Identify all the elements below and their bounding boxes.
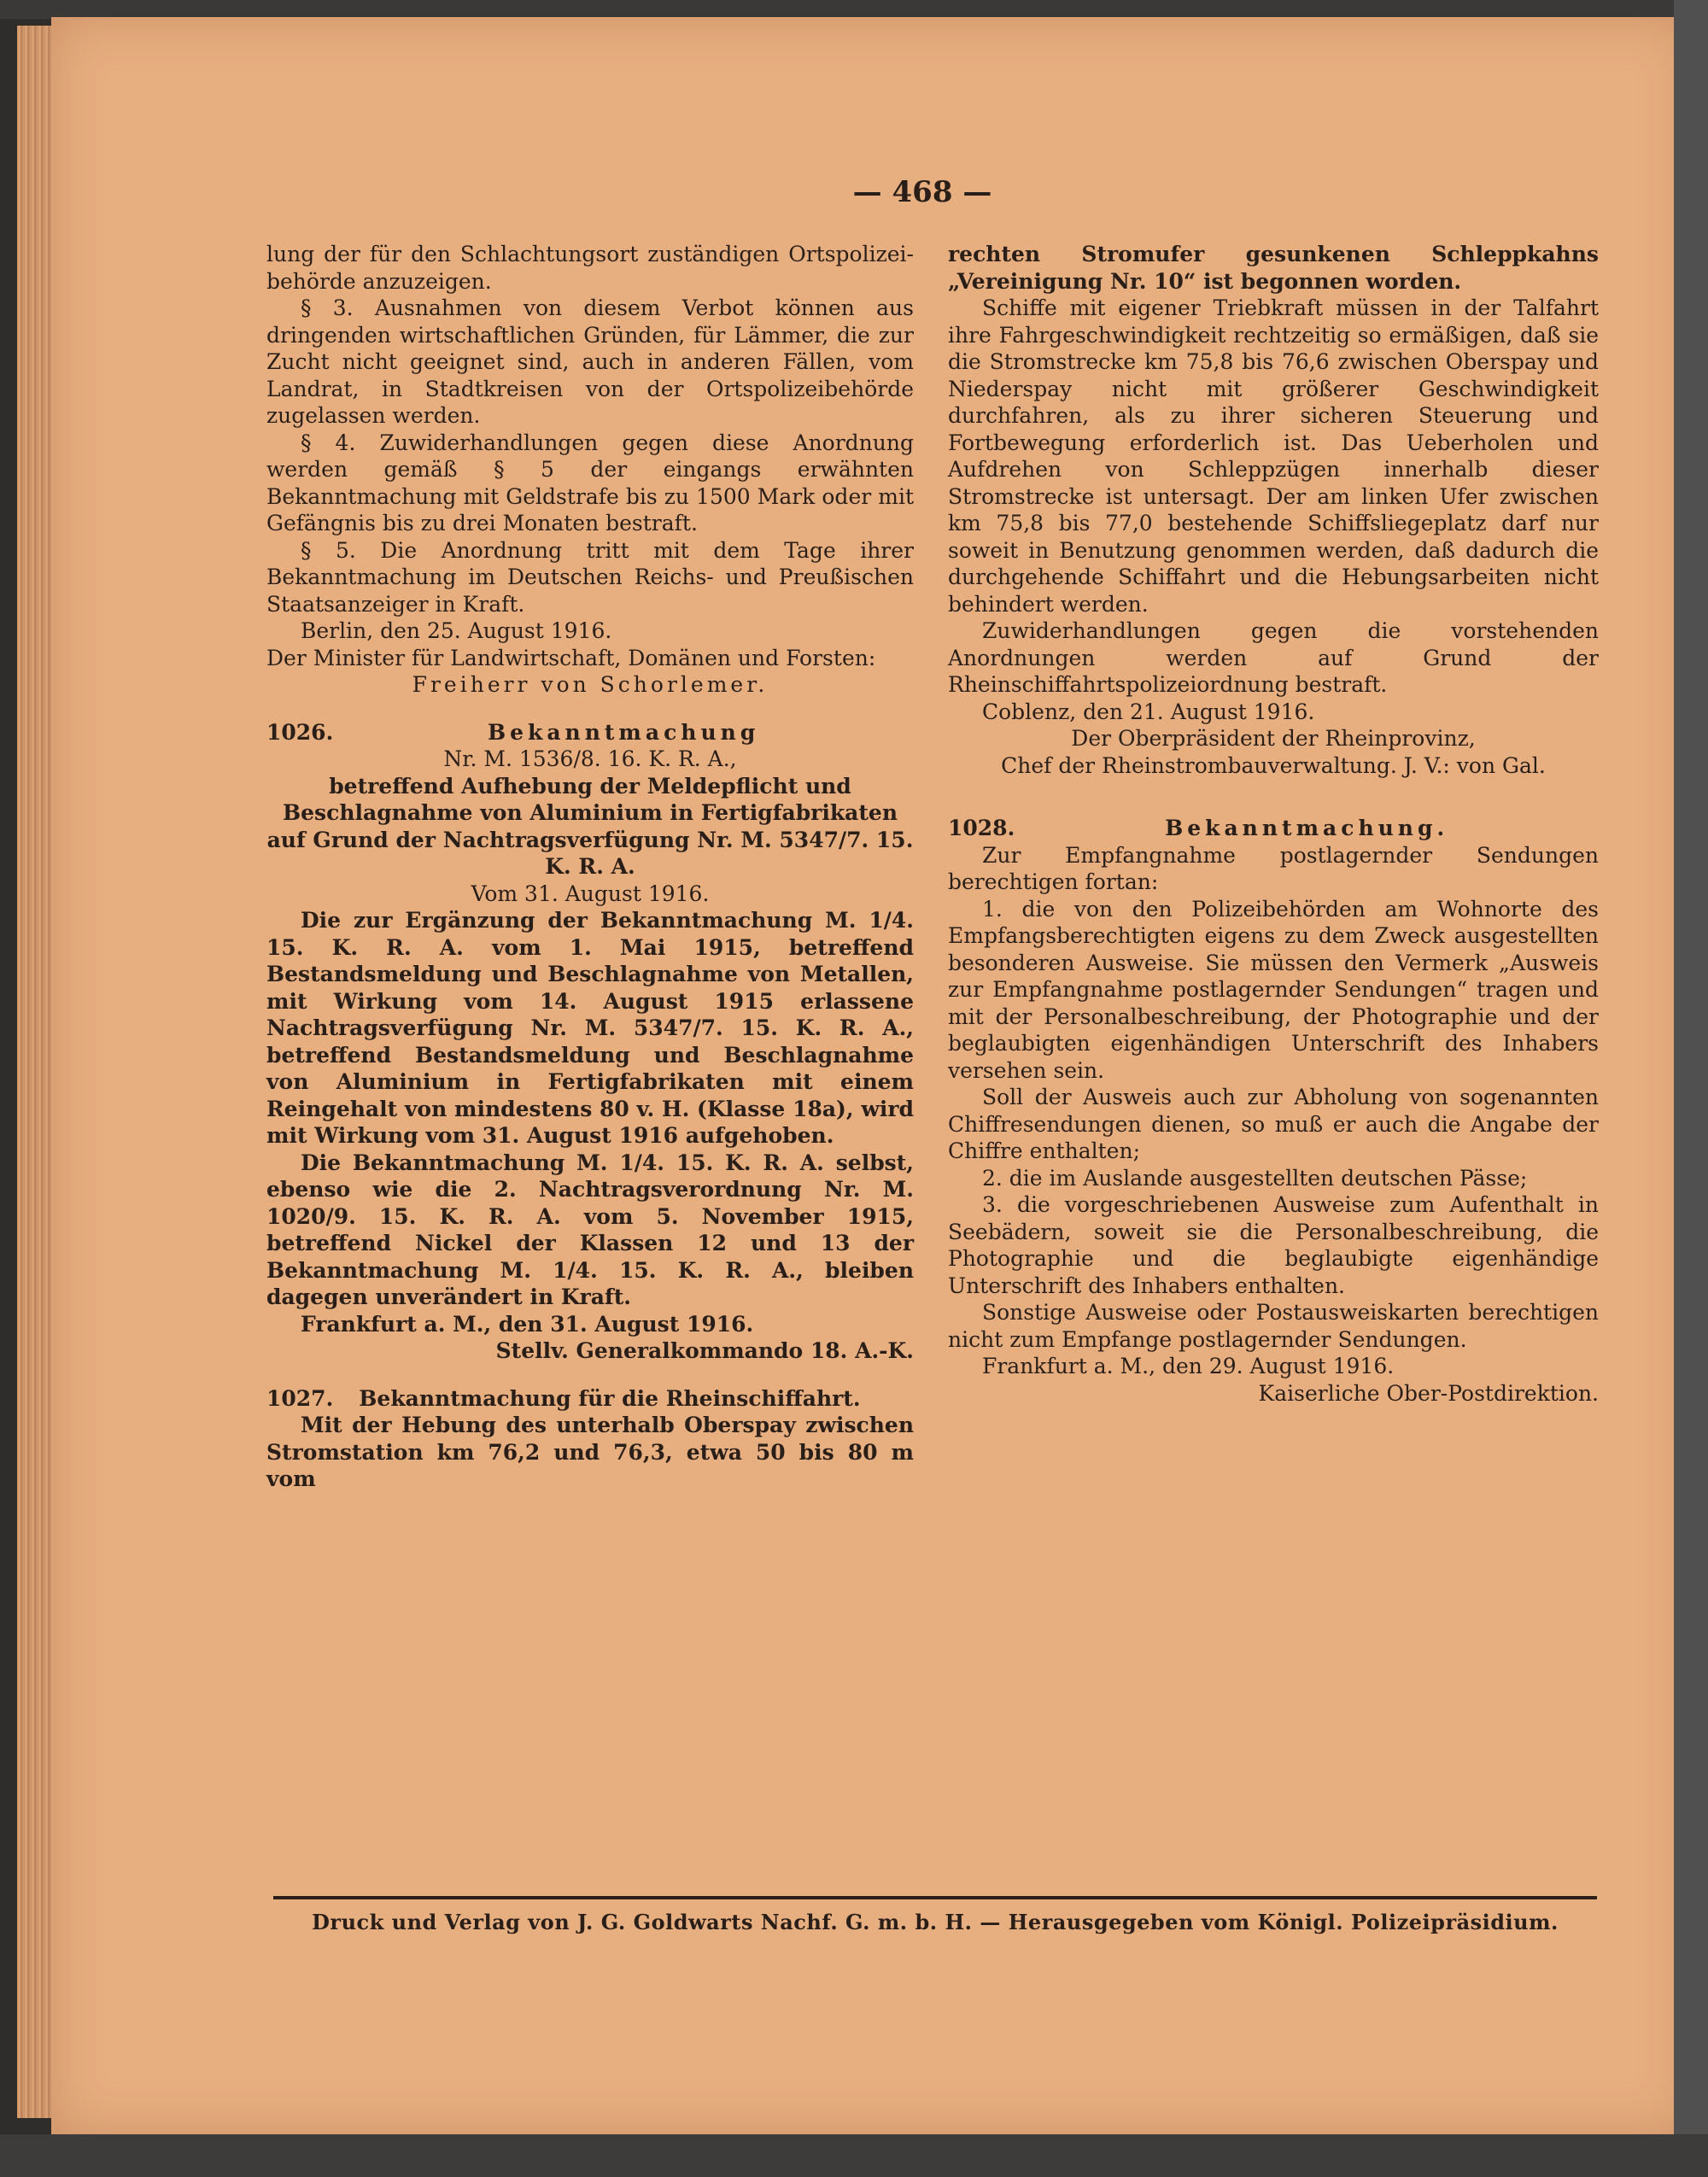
notice-title: Bekanntmachung	[487, 719, 760, 745]
scan-right-edge	[1674, 0, 1708, 2177]
paragraph: § 5. Die Anordnung tritt mit dem Tage ihrer Bekanntmachung im Deutschen Reichs- und Preußischen Staatsanzeiger in Kraft.	[266, 537, 914, 617]
paragraph: Berlin, den 25. August 1916.	[301, 618, 612, 643]
left-column	[266, 241, 914, 1493]
paragraph: Kaiserliche Ober-Postdirektion.	[1258, 1380, 1599, 1406]
paragraph: Zur Empfangnahme postlagernder Sendungen berechtigen fortan:	[948, 842, 1599, 894]
paragraph: Coblenz, den 21. August 1916.	[982, 699, 1315, 724]
scan-top-edge	[0, 0, 1708, 19]
paragraph: Vom 31. August 1916.	[471, 881, 710, 906]
paragraph: 2. die im Auslande ausgestellten deutschen Pässe;	[982, 1165, 1528, 1191]
notice-title: Bekanntmachung für die Rheinschiffahrt.	[359, 1385, 861, 1411]
notice-number: 1027.	[266, 1385, 334, 1411]
paragraph: Sonstige Ausweise oder Postausweiskarten berechtigen nicht zum Empfange postlagernder Sendungen.	[948, 1300, 1599, 1352]
paragraph: Die Bekanntmachung M. 1/4. 15. K. R. A. selbst, ebenso wie die 2. Nachtragsverordnung Nr. M. 1020/9. 15. K. R. A. vom 5. November 1915, betreffend Nickel der Klassen 12 und 13 der Bekanntmachung M. 1/4. 15. K. R. A., bleiben dagegen unverändert in Kraft.	[266, 1150, 914, 1309]
paragraph: Nr. M. 1536/8. 16. K. R. A.,	[443, 746, 737, 771]
paragraph: § 4. Zuwiderhandlungen gegen diese Anordnung werden gemäß § 5 der eingangs erwähnten Bekanntmachung mit Geldstrafe bis zu 1500 Mark oder mit Gefängnis bis zu drei Monaten bestraft.	[266, 430, 914, 535]
paragraph: § 3. Ausnahmen von diesem Verbot können aus dringenden wirtschaftlichen Gründen, für Lämmer, die zur Zucht nicht geeignet sind, auch in anderen Fällen, vom Landrat, in Stadtkreisen von der Ortspolizeibehörde zugelassen werden.	[266, 296, 914, 428]
footer-rule	[273, 1896, 1597, 1899]
notice-number: 1026.	[266, 719, 334, 745]
paragraph: Der Oberpräsident der Rheinprovinz,	[1071, 726, 1476, 751]
paragraph: Frankfurt a. M., den 31. August 1916.	[301, 1311, 754, 1337]
paragraph: 3. die vorgeschriebenen Ausweise zum Aufenthalt in Seebädern, soweit sie die Personalbeschreibung, die Photographie und die beglaubigte eigenhändige Unterschrift des Inhabers enthalten.	[948, 1192, 1599, 1298]
paragraph: lung der für den Schlachtungsort zuständigen Ortspolizei-behörde anzuzeigen.	[266, 242, 914, 294]
spacer	[948, 779, 1599, 810]
paragraph: Mit der Hebung des unterhalb Oberspay zwischen Stromstation km 76,2 und 76,3, etwa 50 bis 80 m vom	[266, 1413, 914, 1491]
scan-bottom-edge	[0, 2134, 1708, 2177]
spacer	[266, 1365, 914, 1380]
paragraph: Schiffe mit eigener Triebkraft müssen in der Talfahrt ihre Fahrgeschwindigkeit rechtzeitig so ermäßigen, daß sie die Stromstrecke km 75,8 bis 76,6 zwischen Oberspay und Niederspay nicht mit größerer Geschwindigkeit durchfahren, als zu ihrer sicheren Steuerung und Fortbewegung erforderlich ist. Das Ueberholen und Aufdrehen von Schleppzügen innerhalb dieser Stromstrecke ist untersagt. Der am linken Ufer zwischen km 75,8 bis 77,0 bestehende Schiffsliegeplatz darf nur soweit in Benutzung genommen werden, daß dadurch die durchgehende Schiffahrt und die Hebungsarbeiten nicht behindert werden.	[948, 296, 1599, 617]
paragraph: rechten Stromufer gesunkenen Schleppkahns „Vereinigung Nr. 10“ ist begonnen worden.	[948, 242, 1599, 294]
paragraph: Zuwiderhandlungen gegen die vorstehenden Anordnungen werden auf Grund der Rheinschiffahrtspolizeiordnung bestraft.	[948, 618, 1599, 697]
paragraph: Die zur Ergänzung der Bekanntmachung M. 1/4. 15. K. R. A. vom 1. Mai 1915, betreffend Bestandsmeldung und Beschlagnahme von Metallen, mit Wirkung vom 14. August 1915 erlassene Nachtragsverfügung Nr. M. 5347/7. 15. K. R. A., betreffend Bestandsmeldung und Beschlagnahme von Aluminium in Fertigfabrikaten mit einem Reingehalt von mindestens 80 v. H. (Klasse 18a), wird mit Wirkung vom 31. August 1916 aufgehoben.	[266, 908, 914, 1148]
notice-title: Bekanntmachung.	[1165, 816, 1449, 840]
paragraph: 1. die von den Polizeibehörden am Wohnorte des Empfangsberechtigten eigens zu dem Zweck ausgestellten besonderen Ausweise. Sie müssen den Vermerk „Ausweis zur Empfangnahme postlagernder Sendungen“ tragen und mit der Personalbeschreibung, der Photographie und der beglaubigten eigenhändigen Unterschrift des Inhabers versehen sein.	[948, 896, 1599, 1083]
paragraph: betreffend Aufhebung der Meldepflicht und Beschlagnahme von Aluminium in Fertigfabrikaten auf Grund der Nachtragsverfügung Nr. M. 5347/7. 15. K. R. A.	[266, 773, 914, 879]
paragraph: Frankfurt a. M., den 29. August 1916.	[982, 1354, 1395, 1378]
page-number: — 468 —	[852, 175, 992, 209]
notice-number: 1028.	[948, 816, 1015, 840]
paragraph: Freiherr von Schorlemer.	[412, 672, 769, 697]
paragraph: Soll der Ausweis auch zur Abholung von sogenannten Chiffresendungen dienen, so muß er auch die Angabe der Chiffre enthalten;	[948, 1085, 1599, 1163]
paragraph: Stellv. Generalkommando 18. A.-K.	[495, 1338, 914, 1363]
notice-heading	[266, 1385, 914, 1413]
notice-heading	[266, 719, 914, 746]
spacer	[266, 699, 914, 714]
right-column	[948, 241, 1599, 1407]
notice-heading	[948, 815, 1599, 842]
imprint-footer: Druck und Verlag von J. G. Goldwarts Nachf. G. m. b. H. — Herausgegeben vom Königl. Polizeipräsidium.	[312, 1910, 1559, 1934]
paragraph: Der Minister für Landwirtschaft, Domänen und Forsten:	[266, 645, 876, 670]
paragraph: Chef der Rheinstrombauverwaltung. J. V.: von Gal.	[1001, 752, 1546, 778]
